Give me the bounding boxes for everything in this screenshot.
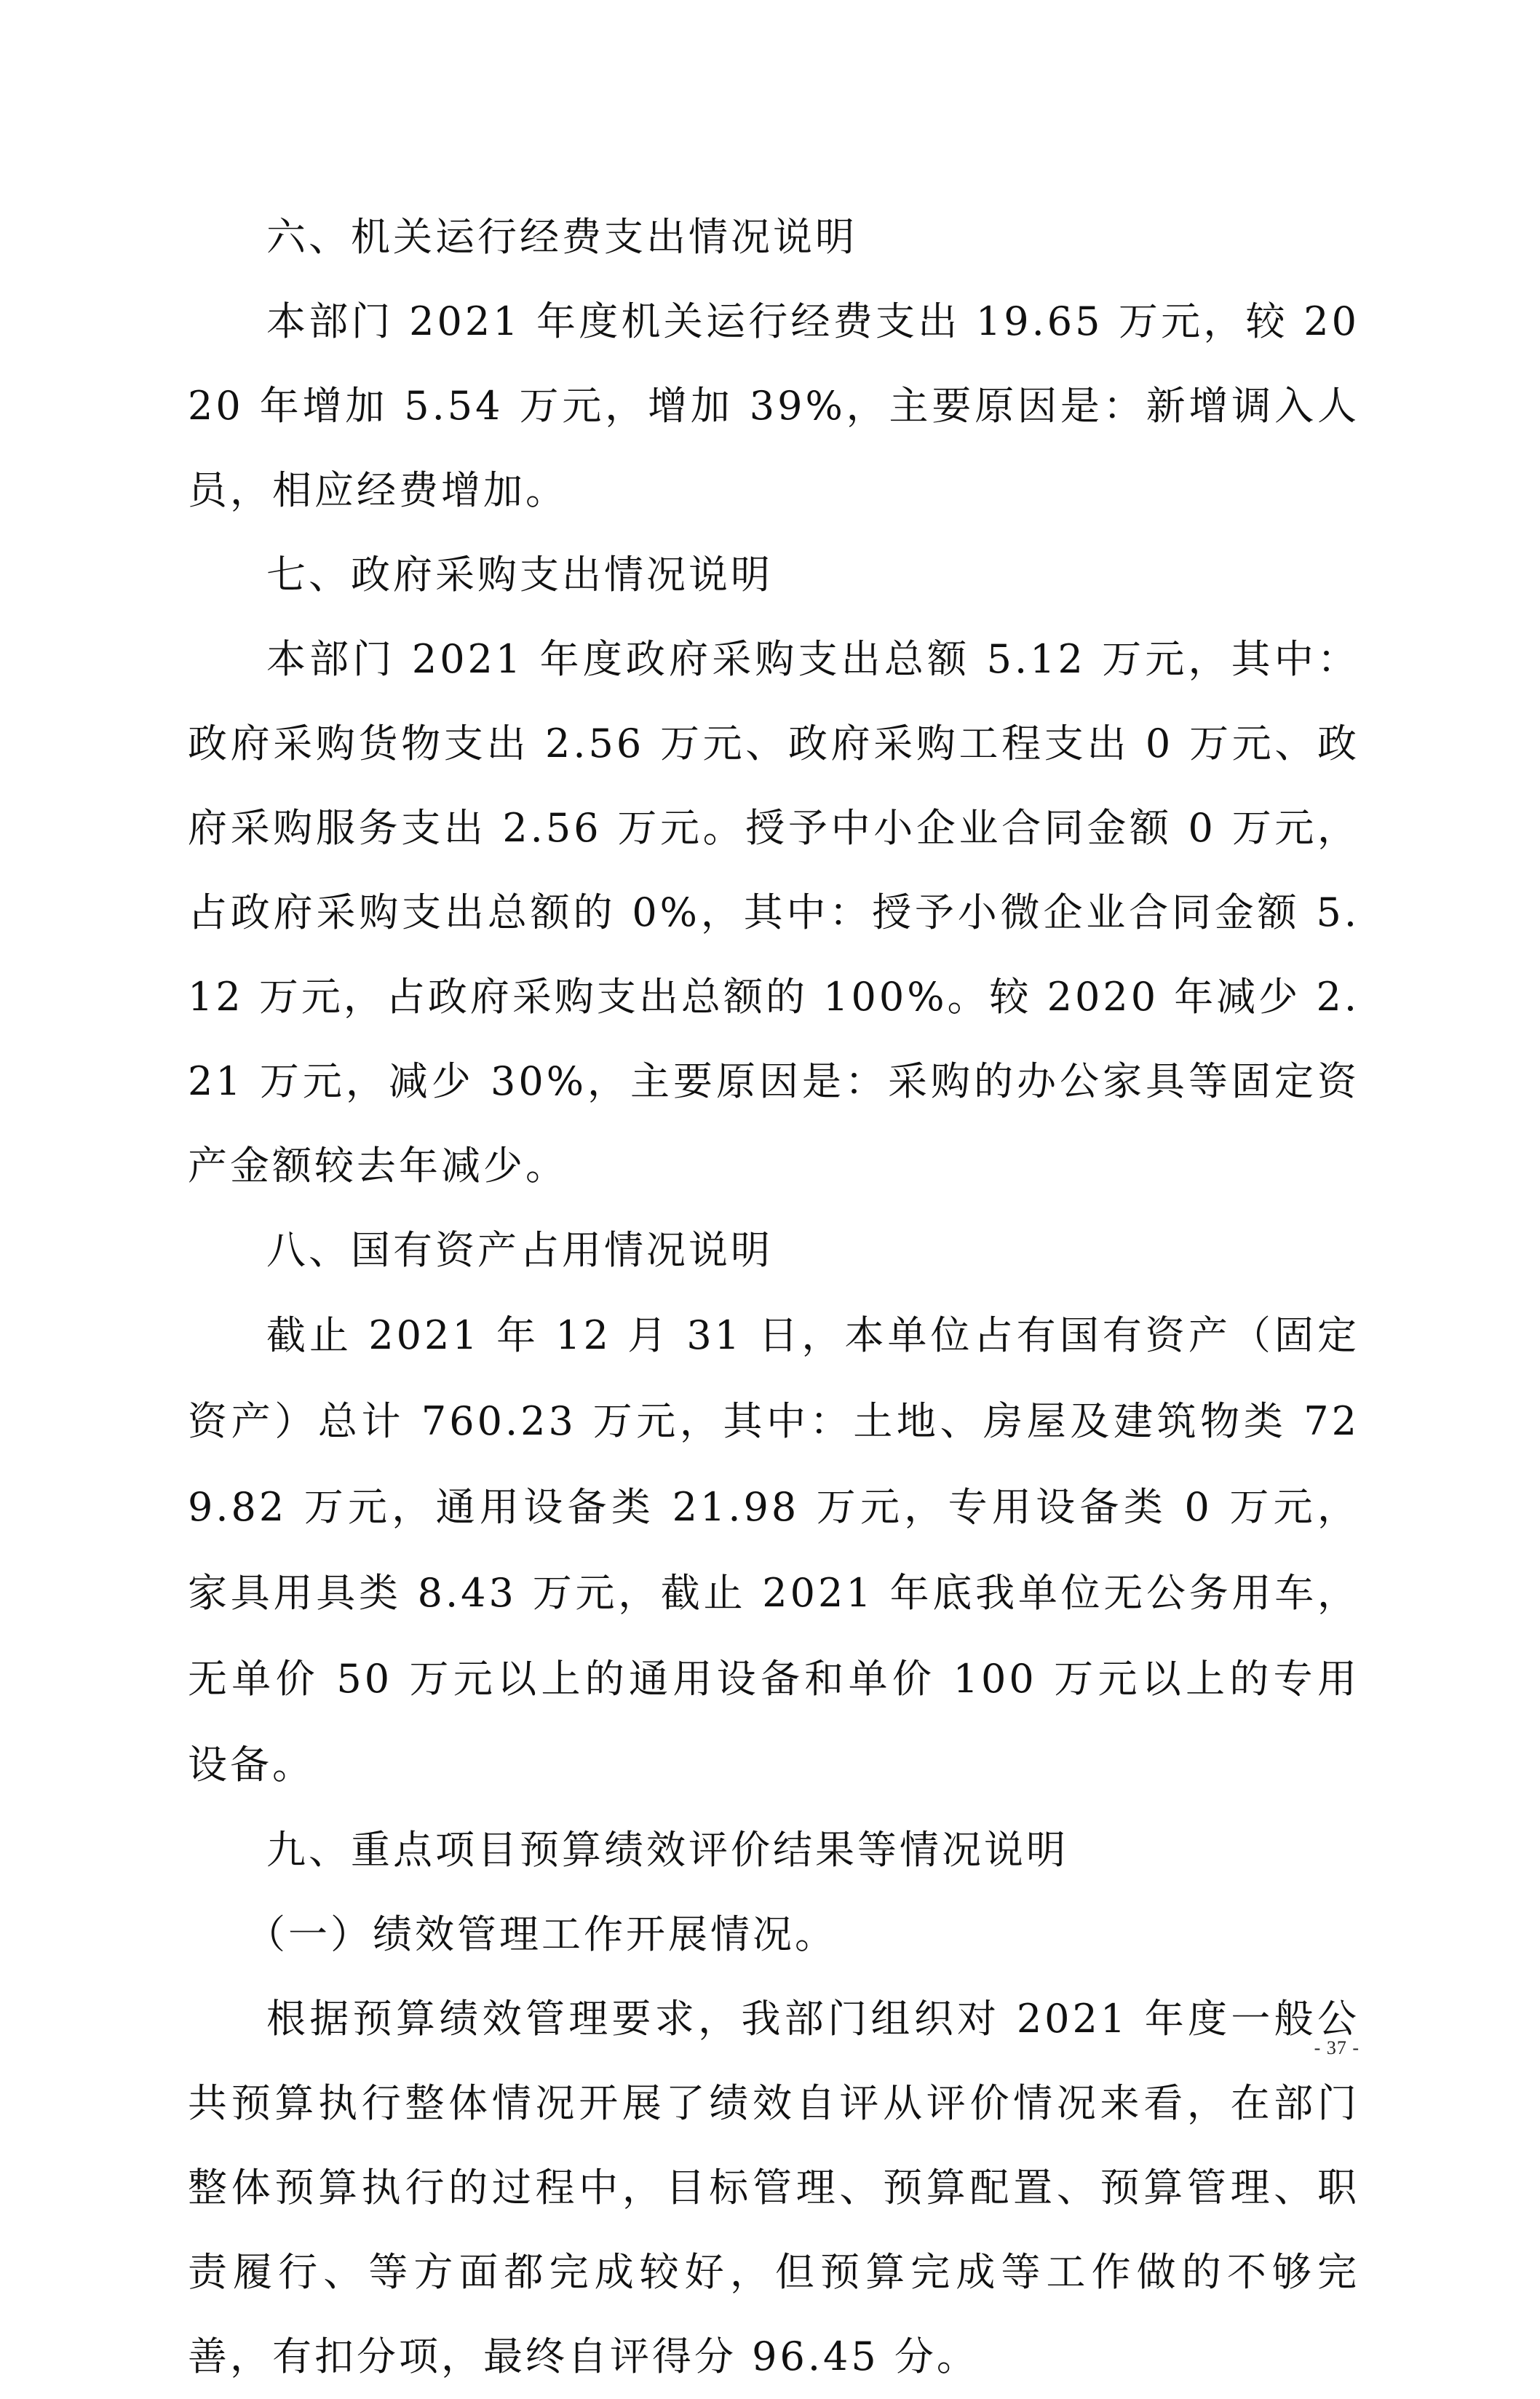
section-6-heading: 六、机关运行经费支出情况说明 [266, 214, 857, 260]
section-8-paragraph: 截止 2021 年 12 月 31 日，本单位占有国有资产（固定资产）总计 760.23 万元，其中：土地、房屋及建筑物类 729.82 万元，通用设备类 21.98 万元，专用设备类 0 万元，家具用具类 8.43 万元，截止 2021 年底我单位无公务用车，无单价 50 万元以上的通用设备和单价 100 万元以上的专用设备。 [188, 1312, 1360, 1788]
section-9-subheading: （一）绩效管理工作开展情况。 [246, 1911, 837, 1957]
section-6-paragraph: 本部门 2021 年度机关运行经费支出 19.65 万元，较 2020 年增加 5.54 万元，增加 39%，主要原因是：新增调入人员，相应经费增加。 [188, 298, 1360, 513]
page-number: - 37 - [1314, 2037, 1360, 2058]
section-8-heading: 八、国有资产占用情况说明 [266, 1227, 773, 1273]
document-body [188, 195, 1360, 2399]
section-9-paragraph: 根据预算绩效管理要求，我部门组织对 2021 年度一般公共预算执行整体情况开展了绩效自评从评价情况来看，在部门整体预算执行的过程中，目标管理、预算配置、预算管理、职责履行、等方面都完成较好，但预算完成等工作做的不够完善，有扣分项，最终自评得分 96.45 分。 [188, 1996, 1360, 2379]
section-7-paragraph: 本部门 2021 年度政府采购支出总额 5.12 万元，其中：政府采购货物支出 2.56 万元、政府采购工程支出 0 万元、政府采购服务支出 2.56 万元。授予中小企业合同金额 0 万元，占政府采购支出总额的 0%，其中：授予小微企业合同金额 5.12 万元，占政府采购支出总额的 100%。较 2020 年减少 2.21 万元，减少 30%，主要原因是：采购的办公家具等固定资产金额较去年减少。 [188, 636, 1360, 1189]
section-9-heading: 九、重点项目预算绩效评价结果等情况说明 [266, 1827, 1068, 1873]
section-7-heading: 七、政府采购支出情况说明 [266, 552, 773, 598]
